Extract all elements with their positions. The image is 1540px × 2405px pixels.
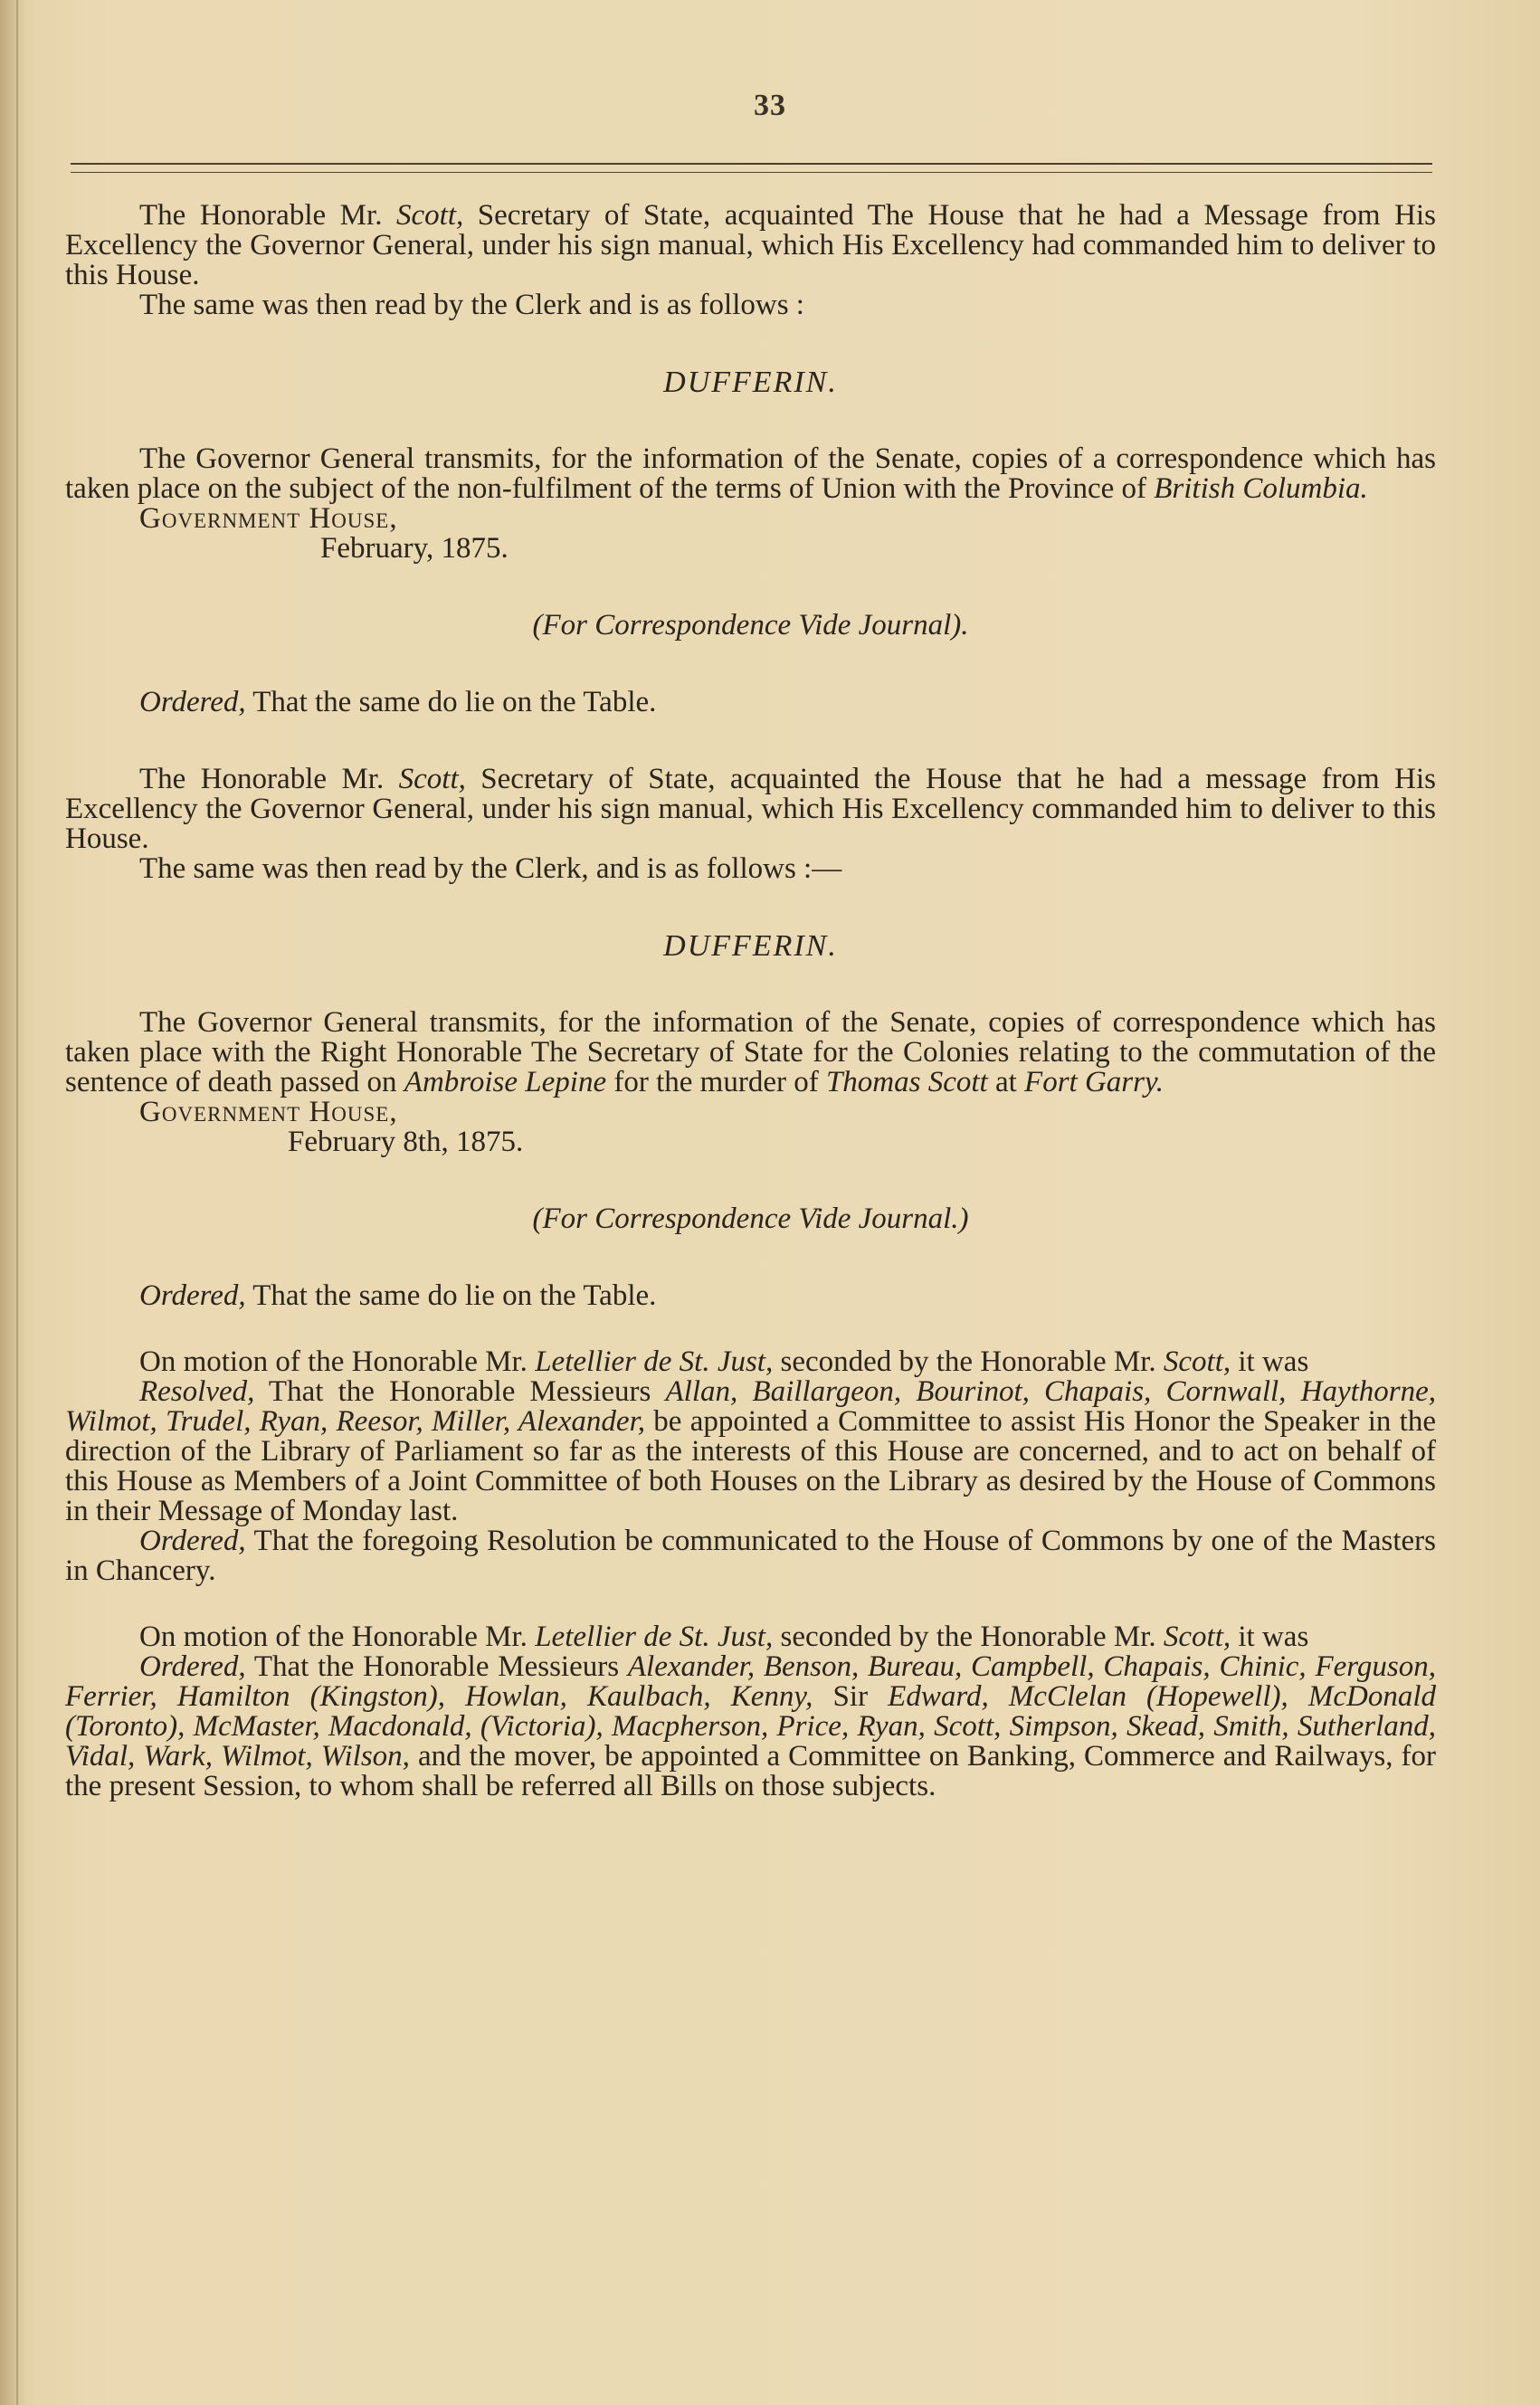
binding-spine bbox=[0, 0, 27, 2405]
page-body bbox=[65, 201, 1436, 1801]
binding-edge-line bbox=[16, 0, 18, 2405]
vide-journal-1: (For Correspondence Vide Journal). bbox=[532, 609, 969, 642]
ordered-communicate-commons: Ordered, That the foregoing Resolution be communicated to the House of Commons by one of the Masters in Chancery. bbox=[65, 1525, 1436, 1587]
signature-dufferin-1: DUFFERIN. bbox=[663, 366, 838, 399]
government-house-1: Government House, bbox=[139, 502, 398, 535]
transmittal-text-1: The Governor General transmits, for the information of the Senate, copies of a correspondence which has taken place on the subject of the non-fulfilment of the terms of Union with the Province of British Columbia. bbox=[65, 442, 1436, 505]
signature-dufferin-2: DUFFERIN. bbox=[663, 929, 838, 963]
resolved-library-committee: Resolved, That the Honorable Messieurs Allan, Baillargeon, Bourinot, Chapais, Cornwall, Haythorne, Wilmot, Trudel, Ryan, Reesor, Miller, Alexander, be appointed a Committee to assist His Honor the Speaker in the direction of the Library of Parliament so far as the interests of this House are concerned, and to act on behalf of this House as Members of a Joint Committee of both Houses on the Library as desired by the House of Commons in their Message of Monday last. bbox=[65, 1375, 1436, 1527]
date-line-1: February, 1875. bbox=[320, 532, 509, 565]
message-announcement-1: The Honorable Mr. Scott, Secretary of State, acquainted The House that he had a Message from His Excellency the Governor General, under his sign manual, which His Excellency had commanded him to deliver to this House. bbox=[65, 199, 1436, 291]
date-line-2: February 8th, 1875. bbox=[288, 1126, 524, 1158]
header-rule bbox=[71, 163, 1432, 165]
transmittal-text-2: The Governor General transmits, for the information of the Senate, copies of correspondence which has taken place with the Right Honorable The Secretary of State for the Colonies relating to the commutation of the sentence of death passed on Ambroise Lepine for the murder of Thomas Scott at Fort Garry. bbox=[65, 1006, 1436, 1098]
message-announcement-2: The Honorable Mr. Scott, Secretary of State, acquainted the House that he had a message from His Excellency the Governor General, under his sign manual, which His Excellency commanded him to deliver to this House. bbox=[65, 763, 1436, 855]
motion-banking-committee: On motion of the Honorable Mr. Letellier de St. Just, seconded by the Honorable Mr. Scott, it was bbox=[139, 1621, 1309, 1653]
government-house-2: Government House, bbox=[139, 1096, 398, 1128]
read-by-clerk-1: The same was then read by the Clerk and is as follows : bbox=[139, 289, 804, 321]
ordered-table-2: Ordered, That the same do lie on the Table. bbox=[139, 1279, 657, 1312]
motion-library-committee: On motion of the Honorable Mr. Letellier de St. Just, seconded by the Honorable Mr. Scott, it was bbox=[139, 1345, 1309, 1378]
ordered-table-1: Ordered, That the same do lie on the Table. bbox=[139, 686, 657, 718]
ordered-banking-committee: Ordered, That the Honorable Messieurs Alexander, Benson, Bureau, Campbell, Chapais, Chinic, Ferguson, Ferrier, Hamilton (Kingston), Howlan, Kaulbach, Kenny, Sir Edward, McClelan (Hopewell), McDonald (Toronto), McMaster, Macdonald, (Victoria), Macpherson, Price, Ryan, Scott, Simpson, Skead, Smith, Sutherland, Vidal, Wark, Wilmot, Wilson, and the mover, be appointed a Committee on Banking, Commerce and Railways, for the present Session, to whom shall be referred all Bills on those subjects. bbox=[65, 1650, 1437, 1802]
page-number: 33 bbox=[754, 89, 786, 122]
vide-journal-2: (For Correspondence Vide Journal.) bbox=[532, 1202, 969, 1235]
read-by-clerk-2: The same was then read by the Clerk, and is as follows :— bbox=[139, 852, 842, 885]
header-rule-thin bbox=[71, 172, 1432, 173]
